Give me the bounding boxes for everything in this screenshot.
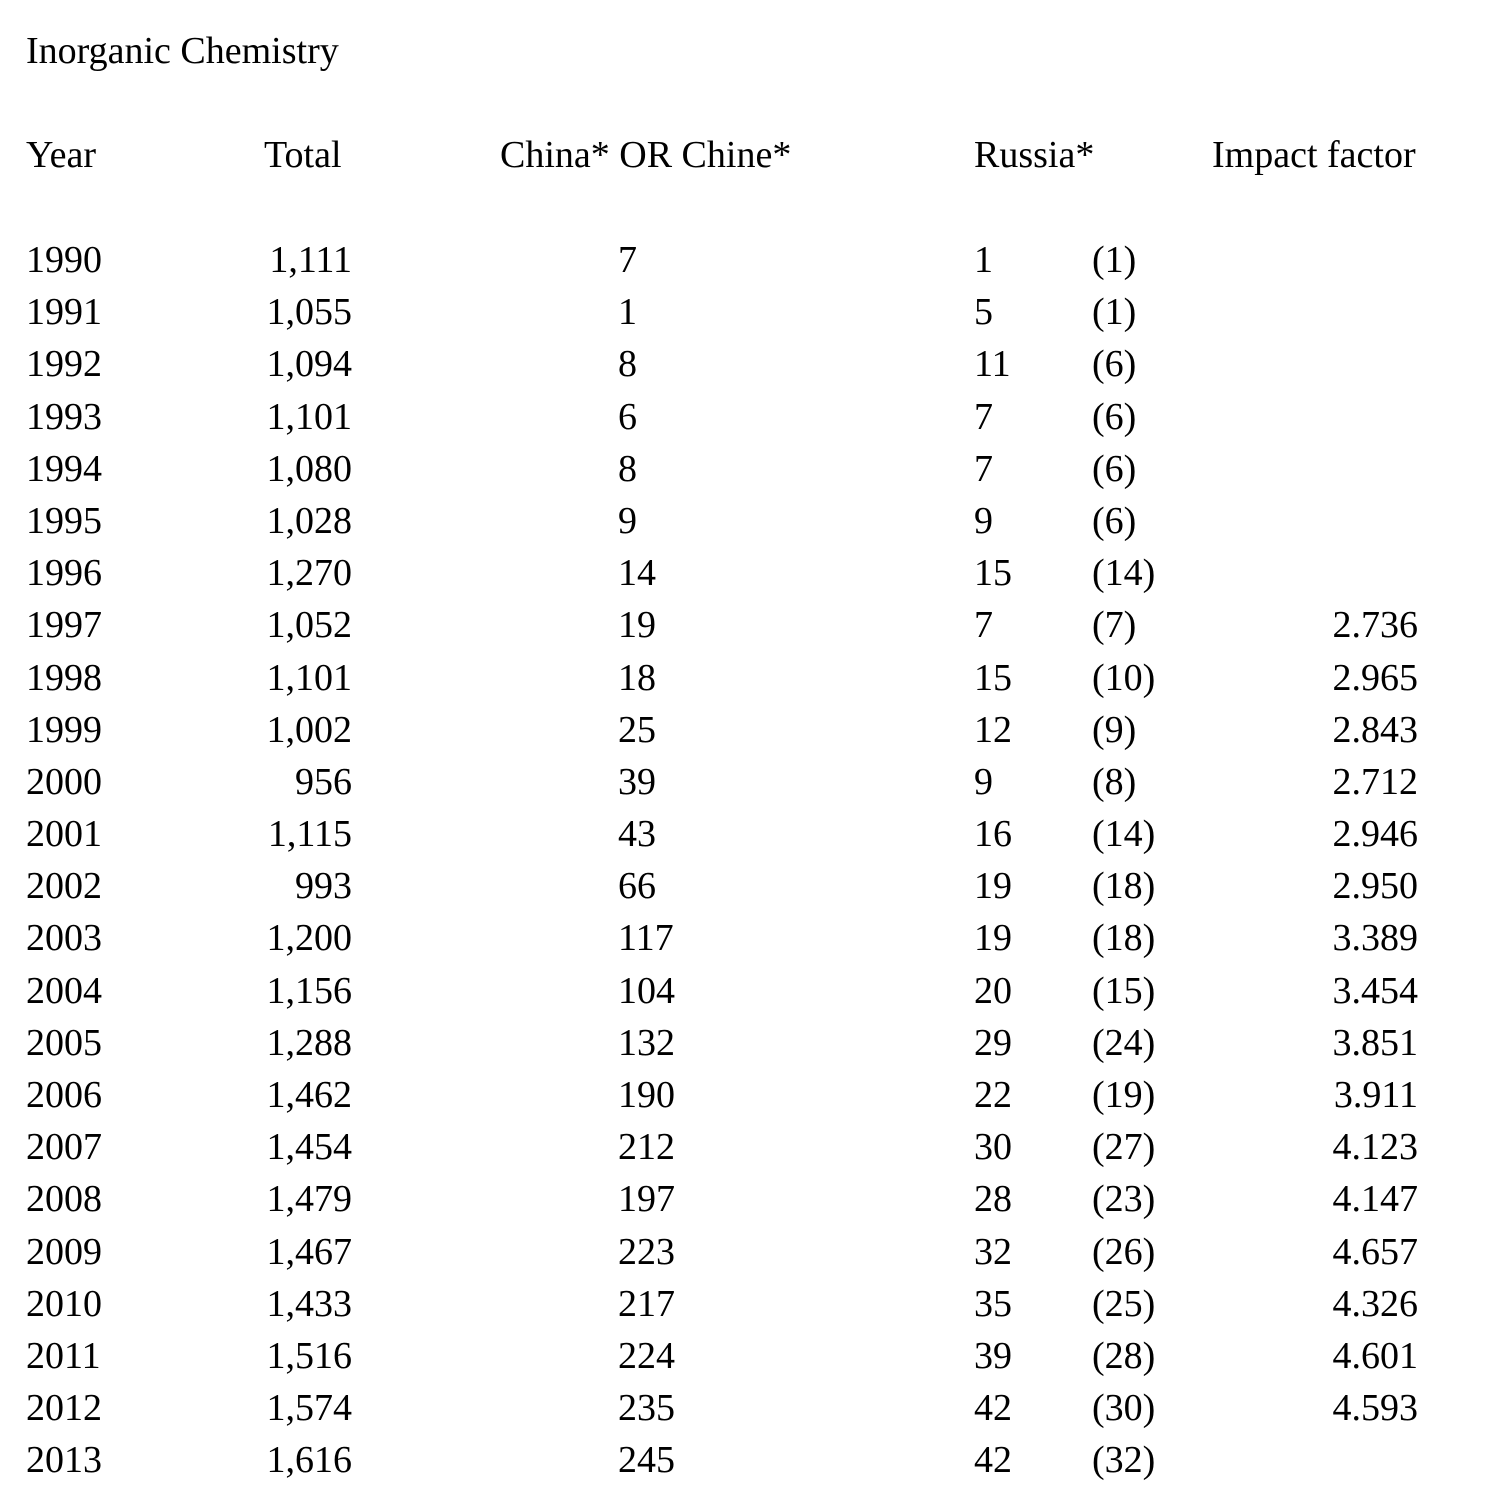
cell-russia-paren: (14) (1092, 552, 1156, 595)
cell-total: 1,616 (266, 1439, 352, 1482)
cell-russia-paren: (30) (1092, 1387, 1156, 1430)
table-row (0, 707, 1486, 759)
cell-impact-factor: 3.911 (1333, 1074, 1418, 1116)
cell-impact-factor: 4.593 (1332, 1387, 1418, 1430)
cell-year: 2000 (26, 760, 102, 803)
cell-russia-paren: (26) (1092, 1230, 1156, 1273)
header-russia: Russia* (974, 134, 1095, 176)
cell-impact-factor: 2.736 (1332, 604, 1418, 647)
cell-china: 9 (618, 499, 637, 542)
table-row (0, 1385, 1486, 1437)
cell-russia-paren: (6) (1092, 395, 1137, 438)
cell-year: 2012 (26, 1387, 102, 1430)
cell-russia-paren: (14) (1092, 813, 1156, 856)
cell-year: 1995 (26, 499, 102, 542)
cell-russia: 7 (974, 447, 993, 490)
cell-impact-factor: 2.946 (1332, 813, 1418, 856)
cell-total: 1,516 (266, 1334, 352, 1377)
cell-russia-paren: (6) (1092, 343, 1137, 386)
cell-year: 2011 (26, 1334, 101, 1377)
cell-russia-paren: (23) (1092, 1178, 1156, 1221)
cell-total: 1,002 (266, 708, 352, 751)
cell-total: 993 (295, 865, 352, 908)
cell-russia: 7 (974, 395, 993, 438)
cell-year: 2010 (26, 1282, 102, 1325)
cell-total: 1,055 (266, 291, 352, 334)
cell-year: 1994 (26, 447, 102, 490)
cell-total: 1,462 (266, 1074, 352, 1116)
cell-total: 1,156 (266, 969, 352, 1012)
cell-year: 2013 (26, 1439, 102, 1482)
cell-total: 1,200 (266, 917, 352, 960)
cell-year: 1999 (26, 708, 102, 751)
table-row (0, 498, 1486, 550)
cell-year: 1996 (26, 552, 102, 595)
cell-russia-paren: (24) (1092, 1021, 1156, 1064)
cell-china: 1 (618, 291, 637, 334)
cell-russia-paren: (6) (1092, 447, 1137, 490)
table-row (0, 1333, 1486, 1385)
table-row (0, 863, 1486, 915)
cell-total: 1,270 (266, 552, 352, 595)
cell-russia: 19 (974, 865, 1012, 908)
cell-russia-paren: (28) (1092, 1334, 1156, 1377)
cell-russia: 42 (974, 1387, 1012, 1430)
cell-impact-factor: 3.851 (1332, 1021, 1418, 1064)
cell-china: 217 (618, 1282, 675, 1325)
table-row (0, 1229, 1486, 1281)
cell-impact-factor: 3.454 (1332, 969, 1418, 1012)
cell-russia-paren: (7) (1092, 604, 1137, 647)
cell-russia-paren: (1) (1092, 239, 1137, 281)
cell-russia-paren: (6) (1092, 499, 1137, 542)
cell-russia-paren: (15) (1092, 969, 1156, 1012)
cell-china: 223 (618, 1230, 675, 1273)
cell-russia-paren: (19) (1092, 1074, 1156, 1116)
cell-impact-factor: 4.657 (1332, 1230, 1418, 1273)
cell-russia: 12 (974, 708, 1012, 751)
cell-russia: 15 (974, 656, 1012, 699)
cell-total: 1,115 (267, 813, 352, 856)
cell-russia: 32 (974, 1230, 1012, 1273)
page-title: Inorganic Chemistry (26, 30, 339, 72)
cell-russia-paren: (18) (1092, 865, 1156, 908)
cell-total: 1,094 (266, 343, 352, 386)
table-row (0, 759, 1486, 811)
cell-russia: 42 (974, 1439, 1012, 1482)
cell-china: 190 (618, 1074, 675, 1116)
cell-total: 1,433 (266, 1282, 352, 1325)
cell-year: 2009 (26, 1230, 102, 1273)
data-table-body (0, 237, 1486, 1490)
table-row (0, 1124, 1486, 1176)
cell-year: 2006 (26, 1074, 102, 1116)
cell-china: 224 (618, 1334, 675, 1377)
cell-china: 8 (618, 447, 637, 490)
cell-china: 14 (618, 552, 656, 595)
cell-impact-factor: 2.950 (1332, 865, 1418, 908)
table-row (0, 394, 1486, 446)
cell-china: 245 (618, 1439, 675, 1482)
cell-china: 117 (618, 917, 674, 960)
cell-russia-paren: (9) (1092, 708, 1137, 751)
table-row (0, 915, 1486, 967)
cell-year: 1990 (26, 239, 102, 281)
cell-impact-factor: 4.326 (1332, 1282, 1418, 1325)
cell-china: 235 (618, 1387, 675, 1430)
cell-russia-paren: (18) (1092, 917, 1156, 960)
cell-china: 66 (618, 865, 656, 908)
cell-russia: 30 (974, 1126, 1012, 1169)
cell-russia: 28 (974, 1178, 1012, 1221)
cell-russia-paren: (1) (1092, 291, 1137, 334)
header-china: China* OR Chine* (500, 134, 792, 176)
cell-year: 2004 (26, 969, 102, 1012)
cell-china: 25 (618, 708, 656, 751)
cell-russia: 39 (974, 1334, 1012, 1377)
cell-impact-factor: 3.389 (1332, 917, 1418, 960)
cell-russia-paren: (32) (1092, 1439, 1156, 1482)
cell-total: 1,288 (266, 1021, 352, 1064)
cell-russia-paren: (10) (1092, 656, 1156, 699)
cell-russia: 1 (974, 239, 993, 281)
cell-year: 2003 (26, 917, 102, 960)
cell-russia: 9 (974, 760, 993, 803)
table-row (0, 1176, 1486, 1228)
cell-total: 1,479 (266, 1178, 352, 1221)
cell-total: 1,101 (266, 395, 352, 438)
cell-russia: 19 (974, 917, 1012, 960)
table-row (0, 1072, 1486, 1124)
cell-china: 39 (618, 760, 656, 803)
cell-total: 1,467 (266, 1230, 352, 1273)
cell-china: 6 (618, 395, 637, 438)
header-impact-factor: Impact factor (1212, 134, 1416, 176)
cell-impact-factor: 4.147 (1332, 1178, 1418, 1221)
cell-year: 2001 (26, 813, 102, 856)
cell-russia: 15 (974, 552, 1012, 595)
cell-russia: 11 (974, 343, 1011, 386)
cell-china: 132 (618, 1021, 675, 1064)
cell-impact-factor: 4.123 (1332, 1126, 1418, 1169)
cell-total: 1,454 (266, 1126, 352, 1169)
table-row (0, 1437, 1486, 1489)
table-row (0, 341, 1486, 393)
cell-total: 956 (295, 760, 352, 803)
header-total: Total (264, 134, 342, 176)
cell-total: 1,028 (266, 499, 352, 542)
table-row (0, 602, 1486, 654)
cell-russia: 7 (974, 604, 993, 647)
cell-russia: 5 (974, 291, 993, 334)
cell-russia: 22 (974, 1074, 1012, 1116)
cell-year: 1991 (26, 291, 102, 334)
cell-year: 2008 (26, 1178, 102, 1221)
cell-china: 19 (618, 604, 656, 647)
cell-russia: 35 (974, 1282, 1012, 1325)
cell-russia: 16 (974, 813, 1012, 856)
cell-impact-factor: 2.843 (1332, 708, 1418, 751)
cell-china: 104 (618, 969, 675, 1012)
table-row (0, 968, 1486, 1020)
table-row (0, 289, 1486, 341)
table-row (0, 237, 1486, 289)
table-row (0, 550, 1486, 602)
cell-russia: 29 (974, 1021, 1012, 1064)
cell-year: 1992 (26, 343, 102, 386)
cell-russia-paren: (27) (1092, 1126, 1156, 1169)
cell-china: 18 (618, 656, 656, 699)
cell-russia-paren: (25) (1092, 1282, 1156, 1325)
cell-year: 2002 (26, 865, 102, 908)
cell-impact-factor: 4.601 (1332, 1334, 1418, 1377)
cell-year: 1993 (26, 395, 102, 438)
cell-impact-factor: 2.965 (1332, 656, 1418, 699)
cell-china: 8 (618, 343, 637, 386)
cell-russia-paren: (8) (1092, 760, 1137, 803)
cell-year: 1998 (26, 656, 102, 699)
cell-russia: 9 (974, 499, 993, 542)
cell-total: 1,080 (266, 447, 352, 490)
cell-russia: 20 (974, 969, 1012, 1012)
table-row (0, 811, 1486, 863)
cell-impact-factor: 2.712 (1332, 760, 1418, 803)
table-row (0, 1281, 1486, 1333)
cell-year: 2005 (26, 1021, 102, 1064)
header-year: Year (26, 134, 97, 176)
table-row (0, 655, 1486, 707)
cell-china: 43 (618, 813, 656, 856)
cell-china: 197 (618, 1178, 675, 1221)
cell-total: 1,574 (266, 1387, 352, 1430)
cell-china: 7 (618, 239, 637, 281)
table-row (0, 1020, 1486, 1072)
cell-total: 1,101 (266, 656, 352, 699)
cell-year: 1997 (26, 604, 102, 647)
cell-total: 1,111 (269, 239, 352, 281)
cell-total: 1,052 (266, 604, 352, 647)
table-row (0, 446, 1486, 498)
cell-china: 212 (618, 1126, 675, 1169)
cell-year: 2007 (26, 1126, 102, 1169)
